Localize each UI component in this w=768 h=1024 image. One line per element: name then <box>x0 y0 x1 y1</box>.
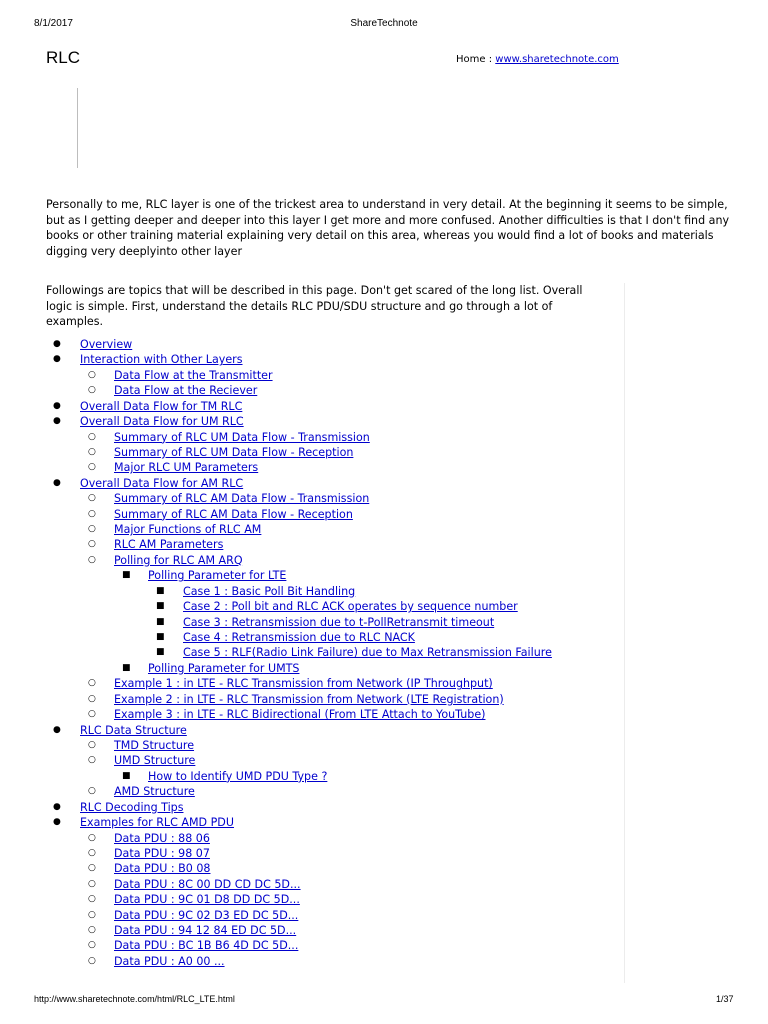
bullet-icon: ○ <box>88 693 96 704</box>
bullet-icon: ■ <box>122 770 131 781</box>
bullet-icon: ● <box>53 477 61 488</box>
bullet-icon: ● <box>53 724 61 735</box>
bullet-icon: ○ <box>88 493 96 504</box>
print-site-title: ShareTechnote <box>350 18 418 29</box>
bullet-icon: ○ <box>88 909 96 920</box>
bullet-icon: ● <box>53 339 61 349</box>
bullet-icon: ○ <box>88 894 96 905</box>
home-link-line <box>456 54 619 65</box>
bullet-icon: ■ <box>122 662 131 673</box>
toc-link[interactable]: Summary of RLC UM Data Flow - Reception <box>114 445 354 459</box>
home-label: Home : <box>456 54 493 65</box>
toc-link[interactable]: RLC Data Structure <box>80 723 187 737</box>
bullet-icon: ○ <box>88 554 96 565</box>
toc-link[interactable]: Data PDU : 98 07 <box>114 846 210 860</box>
bullet-icon: ○ <box>88 524 96 535</box>
print-date: 8/1/2017 <box>34 18 73 29</box>
topics-paragraph: Followings are topics that will be described in this page. Don't get scared of the long list. Overall logic is simple. First, understand the details RLC PDU/SDU structure and go through a lot of examples. <box>46 284 583 329</box>
footer-page-number: 1/37 <box>716 994 734 1004</box>
bullet-icon: ○ <box>88 446 96 457</box>
bullet-icon: ○ <box>88 539 96 550</box>
toc-link[interactable]: Case 2 : Poll bit and RLC ACK operates by sequence number <box>183 600 518 614</box>
bullet-icon: ○ <box>88 940 96 951</box>
bullet-icon: ○ <box>88 739 96 750</box>
bullet-icon: ○ <box>88 462 96 473</box>
toc-link[interactable]: Data PDU : 94 12 84 ED DC 5D... <box>114 924 297 938</box>
toc-link[interactable]: Examples for RLC AMD PDU <box>80 816 234 830</box>
toc-link[interactable]: Summary of RLC AM Data Flow - Transmission <box>114 492 370 506</box>
sidebar-divider <box>77 88 78 168</box>
toc-link[interactable]: Major RLC UM Parameters <box>114 461 259 475</box>
bullet-icon: ○ <box>88 369 96 380</box>
bullet-icon: ■ <box>156 647 165 658</box>
toc-link[interactable]: Summary of RLC UM Data Flow - Transmission <box>114 430 370 444</box>
toc-link[interactable]: Case 3 : Retransmission due to t-PollRetransmit timeout <box>183 615 495 629</box>
bullet-icon: ● <box>53 817 61 828</box>
bullet-icon: ○ <box>88 385 96 396</box>
bullet-icon: ○ <box>88 508 96 519</box>
toc-link[interactable]: Polling Parameter for LTE <box>148 569 287 583</box>
bullet-icon: ● <box>53 354 61 365</box>
bullet-icon: ■ <box>122 570 131 581</box>
toc-link[interactable]: Data PDU : B0 08 <box>114 862 211 876</box>
toc-link[interactable]: Summary of RLC AM Data Flow - Reception <box>114 507 353 521</box>
bullet-icon: ○ <box>88 878 96 889</box>
home-link[interactable]: www.sharetechnote.com <box>495 54 619 65</box>
bullet-icon: ○ <box>88 678 96 689</box>
toc-link[interactable]: Overall Data Flow for UM RLC <box>80 415 244 429</box>
toc-link[interactable]: Example 3 : in LTE - RLC Bidirectional (From LTE Attach to YouTube) <box>114 708 486 722</box>
bullet-icon: ○ <box>88 847 96 858</box>
toc-link[interactable]: Polling Parameter for UMTS <box>148 661 300 675</box>
toc-link[interactable]: Case 5 : RLF(Radio Link Failure) due to Max Retransmission Failure <box>183 646 552 660</box>
page-title: RLC <box>46 48 81 67</box>
toc-link[interactable]: Data Flow at the Transmitter <box>114 368 273 382</box>
toc-link[interactable]: Interaction with Other Layers <box>80 353 243 367</box>
footer-url: http://www.sharetechnote.com/html/RLC_LTE.html <box>34 994 235 1004</box>
bullet-icon: ○ <box>88 955 96 966</box>
toc-link[interactable]: Overall Data Flow for AM RLC <box>80 476 244 490</box>
toc-link[interactable]: Data PDU : 9C 01 D8 DD DC 5D... <box>114 893 300 907</box>
intro-paragraph: Personally to me, RLC layer is one of the trickest area to understand in very detail. At the beginning it seems to be simple, but as I getting deeper and deeper into this layer I get more and more confused. Another difficulties is that I don't find any books or other training material explaining very detail on this area, whereas you would find a lot of books and materials digging very deeplyinto other layer <box>46 198 730 258</box>
bullet-icon: ○ <box>88 786 96 797</box>
toc-link[interactable]: Data PDU : A0 00 ... <box>114 954 225 968</box>
bullet-icon: ■ <box>156 632 165 643</box>
toc-link[interactable]: Polling for RLC AM ARQ <box>114 553 243 567</box>
bullet-icon: ● <box>53 400 61 411</box>
bullet-icon: ○ <box>88 832 96 843</box>
bullet-icon: ○ <box>88 863 96 874</box>
bullet-icon: ● <box>53 416 61 427</box>
bullet-icon: ■ <box>156 585 165 596</box>
toc-link[interactable]: Data Flow at the Reciever <box>114 384 258 398</box>
toc-link[interactable]: AMD Structure <box>114 785 195 799</box>
content-divider <box>624 283 625 983</box>
bullet-icon: ○ <box>88 755 96 766</box>
toc-link[interactable]: Example 2 : in LTE - RLC Transmission from Network (LTE Registration) <box>114 692 504 706</box>
bullet-icon: ○ <box>88 709 96 720</box>
toc-link[interactable]: RLC AM Parameters <box>114 538 224 552</box>
toc-link[interactable]: Data PDU : BC 1B B6 4D DC 5D... <box>114 939 299 953</box>
toc-link[interactable]: Data PDU : 88 06 <box>114 831 210 845</box>
bullet-icon: ■ <box>156 601 165 612</box>
toc-link[interactable]: Data PDU : 9C 02 D3 ED DC 5D... <box>114 908 299 922</box>
toc-link[interactable]: Data PDU : 8C 00 DD CD DC 5D... <box>114 877 301 891</box>
toc-link[interactable]: Overview <box>80 338 133 351</box>
toc-link[interactable]: RLC Decoding Tips <box>80 800 184 814</box>
toc-link[interactable]: Major Functions of RLC AM <box>114 523 262 537</box>
toc-link[interactable]: Overall Data Flow for TM RLC <box>80 399 243 413</box>
bullet-icon: ● <box>53 801 61 812</box>
toc-link[interactable]: How to Identify UMD PDU Type ? <box>148 769 328 783</box>
toc-link[interactable]: UMD Structure <box>114 754 196 768</box>
bullet-icon: ○ <box>88 925 96 936</box>
bullet-icon: ○ <box>88 431 96 442</box>
bullet-icon: ■ <box>156 616 165 627</box>
toc-link[interactable]: TMD Structure <box>114 738 195 752</box>
toc-link[interactable]: Case 4 : Retransmission due to RLC NACK <box>183 631 415 645</box>
toc-link[interactable]: Case 1 : Basic Poll Bit Handling <box>183 584 356 598</box>
toc-link[interactable]: Example 1 : in LTE - RLC Transmission from Network (IP Throughput) <box>114 677 493 691</box>
